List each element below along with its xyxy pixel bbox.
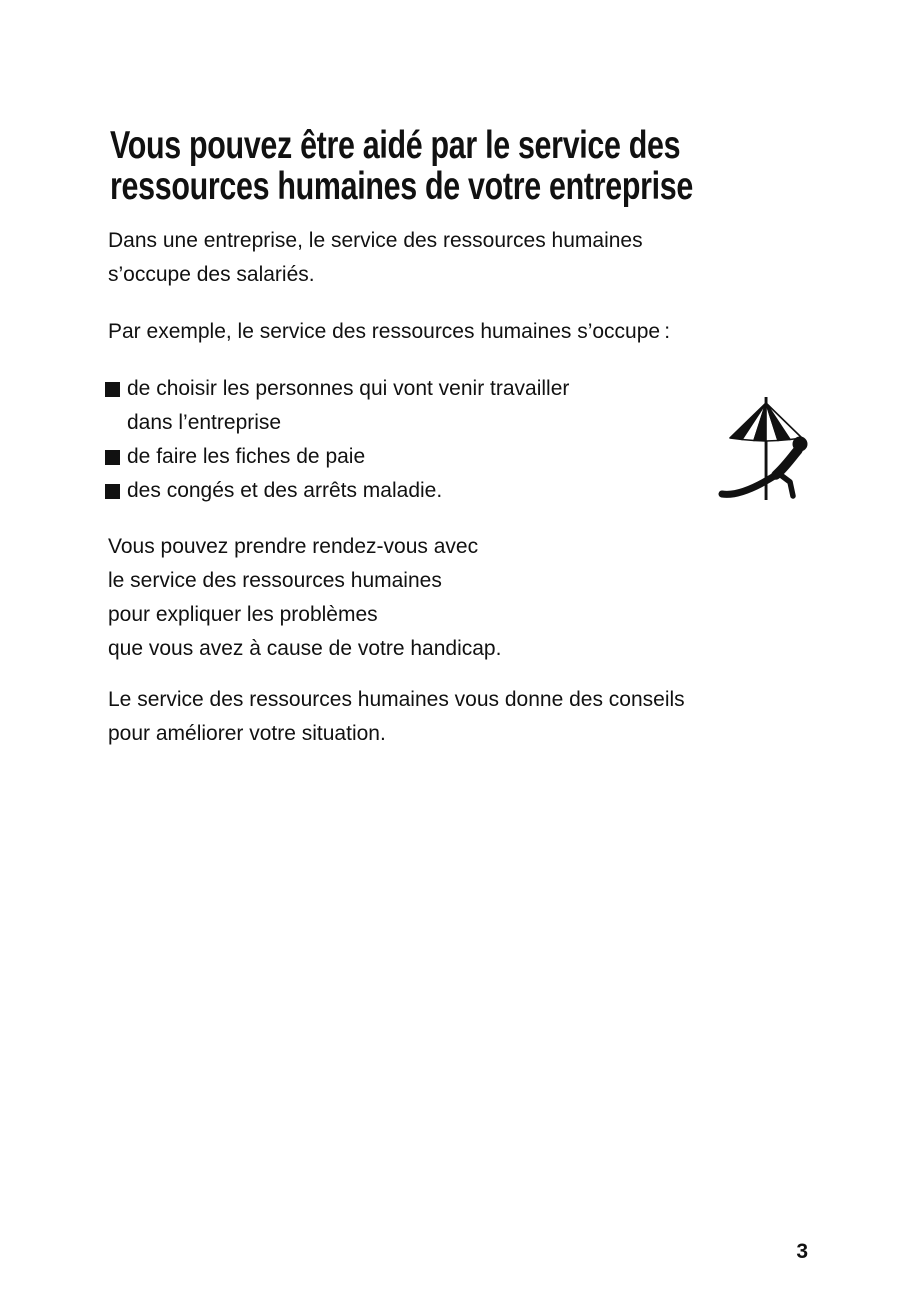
paragraph-line: pour améliorer votre situation. (108, 722, 386, 745)
bullet-line: de choisir les personnes qui vont venir travailler (127, 377, 570, 400)
bullet-list (105, 372, 569, 508)
title-line: Vous pouvez être aidé par le service des (110, 124, 681, 168)
bullet-text (127, 372, 569, 440)
paragraph-line: Dans une entreprise, le service des ressources humaines (108, 229, 643, 252)
paragraph-appointment (108, 530, 501, 666)
square-bullet-icon (105, 450, 120, 465)
paragraph-line: s’occupe des salariés. (108, 263, 315, 286)
page-number: 3 (796, 1240, 808, 1263)
paragraph-line: Le service des ressources humaines vous donne des conseils (108, 688, 685, 711)
vacation-deckchair-umbrella-icon (715, 393, 815, 508)
bullet-line: dans l’entreprise (127, 411, 282, 434)
bullet-item (105, 474, 569, 508)
square-bullet-icon (105, 484, 120, 499)
paragraph-line: le service des ressources humaines (108, 569, 442, 592)
page-title (110, 125, 693, 207)
title-line: ressources humaines de votre entreprise (110, 165, 693, 209)
bullet-text (127, 440, 365, 474)
paragraph-line: Vous pouvez prendre rendez-vous avec (108, 535, 479, 558)
paragraph-line: que vous avez à cause de votre handicap. (108, 637, 502, 660)
bullet-line: de faire les fiches de paie (127, 445, 366, 468)
square-bullet-icon (105, 382, 120, 397)
paragraph-intro (108, 224, 643, 292)
bullet-line: des congés et des arrêts maladie. (127, 479, 443, 502)
paragraph-advice (108, 683, 685, 751)
paragraph-example-lead (108, 315, 670, 349)
paragraph-line: pour expliquer les problèmes (108, 603, 378, 626)
paragraph-line: Par exemple, le service des ressources humaines s’occupe : (108, 320, 671, 343)
bullet-item (105, 372, 569, 440)
bullet-text (127, 474, 442, 508)
bullet-item (105, 440, 569, 474)
